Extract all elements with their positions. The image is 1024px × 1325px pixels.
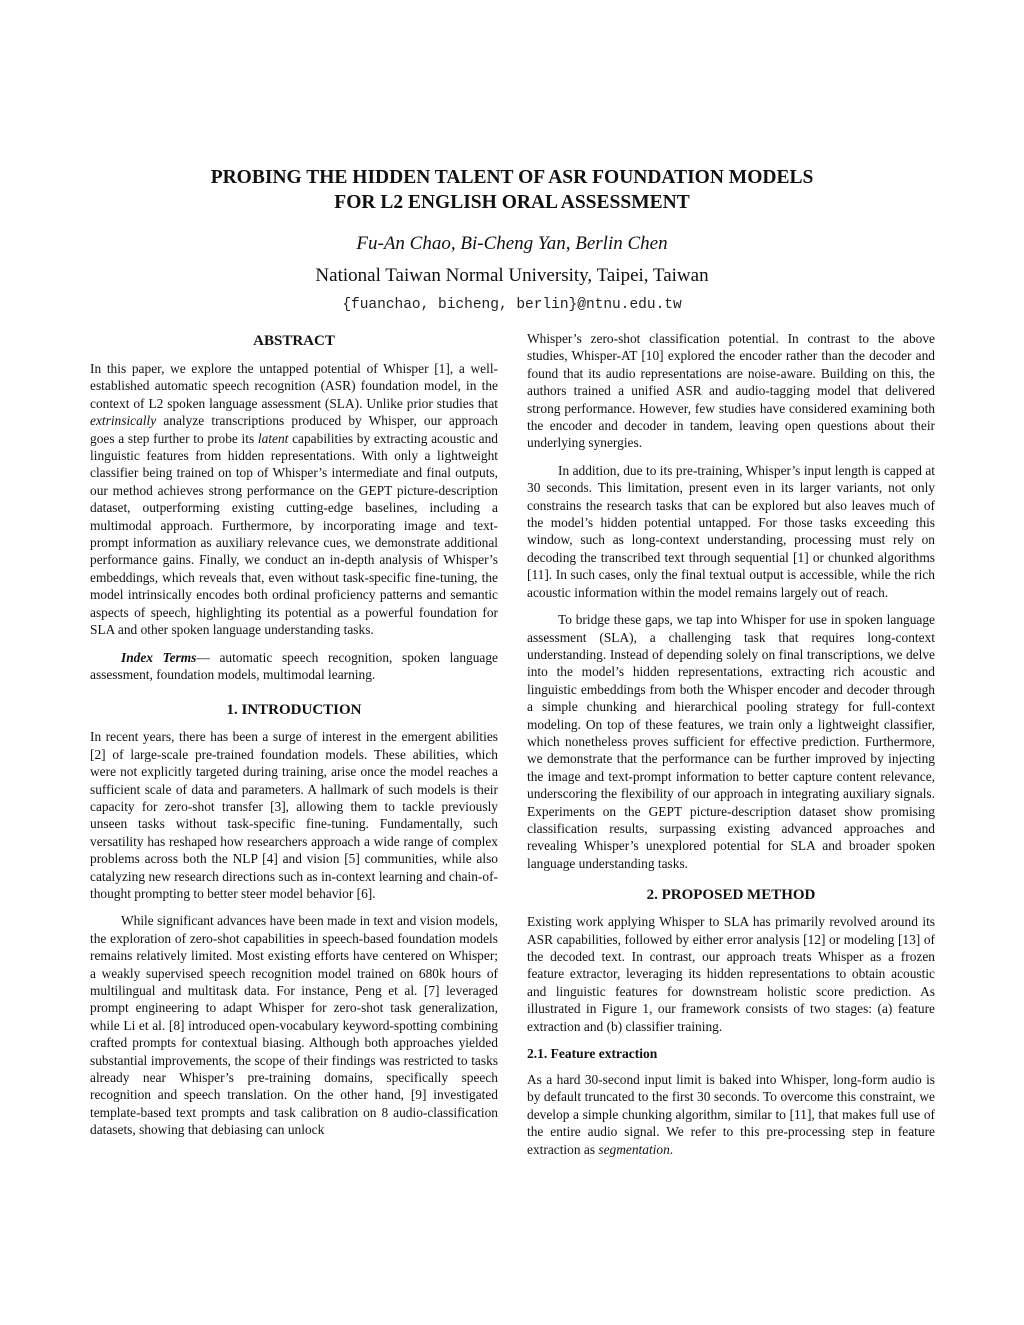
index-terms: Index Terms— automatic speech recognition, spoken language assessment, foundation models, multimodal learning.	[90, 649, 498, 682]
feature-extraction-subheading: 2.1. Feature extraction	[527, 1046, 658, 1062]
right-column	[527, 330, 935, 1158]
method-paragraph-2: As a hard 30-second input limit is baked into Whisper, long-form audio is by default truncated to the first 30 seconds. To overcome this constraint, we develop a simple chunking algorithm, similar to [11], that makes full use of the entire audio signal. We refer to this pre-processing step in feature extraction as segmentation.	[527, 1072, 935, 1157]
abstract-heading: ABSTRACT	[253, 333, 335, 349]
intro-paragraph-2: While significant advances have been made in text and vision models, the exploration of zero-shot capabilities in speech-based foundation models remains relatively limited. Most existing efforts have centered on Whisper; a weakly supervised speech recognition model trained on 680k hours of multilingual and multitask data. For instance, Peng et al. [7] leveraged prompt engineering to adapt Whisper for zero-shot task generalization, while Li et al. [8] introduced open-vocabulary keyword-spotting combining crafted prompts for contextual biasing. Although both approaches yielded substantial improvements, the scope of their findings was restricted to tasks already near Whisper’s pre-training domains, specifically speech recognition and speech translation. On the other hand, [9] investigated template-based text prompts and task calibration on 8 audio-classification datasets, showing that debiasing can unlock	[90, 913, 498, 1138]
left-column	[90, 330, 498, 1139]
intro-paragraph-3: Whisper’s zero-shot classification potential. In contrast to the above studies, Whisper-AT [10] explored the encoder rather than the decoder and found that its audio representations are noise-aware. Building on this, the authors trained a unified ASR and audio-tagging model that delivered strong performance. However, few studies have considered examining both the encoder and decoder in tandem, leaving open questions about their underlying synergies.	[527, 331, 935, 451]
abstract-paragraph: In this paper, we explore the untapped potential of Whisper [1], a well-established automatic speech recognition (ASR) foundation model, in the context of L2 spoken language assessment (SLA). Unlike prior studies that extrinsically analyze transcriptions produced by Whisper, our approach goes a step further to probe its latent capabilities by extracting acoustic and linguistic features from hidden representations. With only a lightweight classifier being trained on top of Whisper’s intermediate and final outputs, our method achieves strong performance on the GEPT picture-description dataset, outperforming existing cutting-edge baselines, including a multimodal approach. Furthermore, by incorporating image and text-prompt information as auxiliary relevance cues, we demonstrate additional performance gains. Finally, we conduct an in-depth analysis of Whisper’s embeddings, which reveals that, even without task-specific fine-tuning, the model intrinsically encodes both ordinal proficiency patterns and semantic aspects of speech, highlighting its potential as a powerful foundation for SLA and other spoken language understanding tasks.	[90, 361, 498, 638]
intro-paragraph-4: In addition, due to its pre-training, Whisper’s input length is capped at 30 seconds. This limitation, present even in its larger variants, not only constrains the research tasks that can be explored but also leaves much of the model’s hidden potential untapped. For those tasks exceeding this window, such as long-context understanding, processing must rely on decoding the transcribed text through sequential [1] or chunked algorithms [11]. In such cases, only the final textual output is accessible, while the rich acoustic information within the model remains largely out of reach.	[527, 462, 935, 600]
introduction-heading: 1. INTRODUCTION	[226, 702, 362, 719]
affiliation: National Taiwan Normal University, Taipei, Taiwan	[315, 265, 709, 286]
intro-paragraph-5: To bridge these gaps, we tap into Whisper for use in spoken language assessment (SLA), a challenging task that requires long-context understanding. Instead of depending solely on final transcriptions, we delve into the model’s hidden representations, extracting rich acoustic and linguistic embeddings from both the Whisper encoder and decoder through a simple chunking and hierarchical pooling strategy for full-context modeling. On top of these features, we train only a lightweight classifier, which nonetheless proves sufficient for effective prediction. Furthermore, we demonstrate that the performance can be further improved by injecting the image and text-prompt information to better capture content relevance, underscoring the flexibility of our approach in integrating auxiliary signals. Experiments on the GEPT picture-description dataset show promising classification results, surpassing existing advanced approaches and revealing Whisper’s unexplored potential for SLA and broader spoken language understanding tasks.	[527, 612, 935, 871]
author-emails: {fuanchao, bicheng, berlin}@ntnu.edu.tw	[342, 297, 682, 313]
intro-paragraph-1: In recent years, there has been a surge of interest in the emergent abilities [2] of large-scale pre-trained foundation models. These abilities, which were not explicitly targeted during training, arise once the model reaches a sufficient scale of data and parameters. A hallmark of such models is their capacity for zero-shot transfer [3], allowing them to tackle previously unseen tasks without task-specific fine-tuning. Fundamentally, such versatility has reshaped how researchers approach a wide range of complex problems across both the NLP [4] and vision [5] communities, while also catalyzing new research directions such as in-context learning and chain-of-thought prompting to better steer model behavior [6].	[90, 729, 498, 901]
title-line-2: FOR L2 ENGLISH ORAL ASSESSMENT	[334, 192, 690, 213]
method-heading: 2. PROPOSED METHOD	[646, 887, 816, 904]
title-line-1: PROBING THE HIDDEN TALENT OF ASR FOUNDATION MODELS	[210, 167, 814, 188]
paper-title	[90, 165, 934, 215]
method-paragraph-1: Existing work applying Whisper to SLA has primarily revolved around its ASR capabilities, followed by either error analysis [12] or modeling [13] of the decoded text. In contrast, our approach treats Whisper as a frozen feature extractor, leveraging its hidden representations to obtain acoustic and linguistic features for downstream holistic score prediction. As illustrated in Figure 1, our framework consists of two stages: (a) feature extraction and (b) classifier training.	[527, 914, 935, 1034]
author-list: Fu-An Chao, Bi-Cheng Yan, Berlin Chen	[356, 233, 668, 254]
